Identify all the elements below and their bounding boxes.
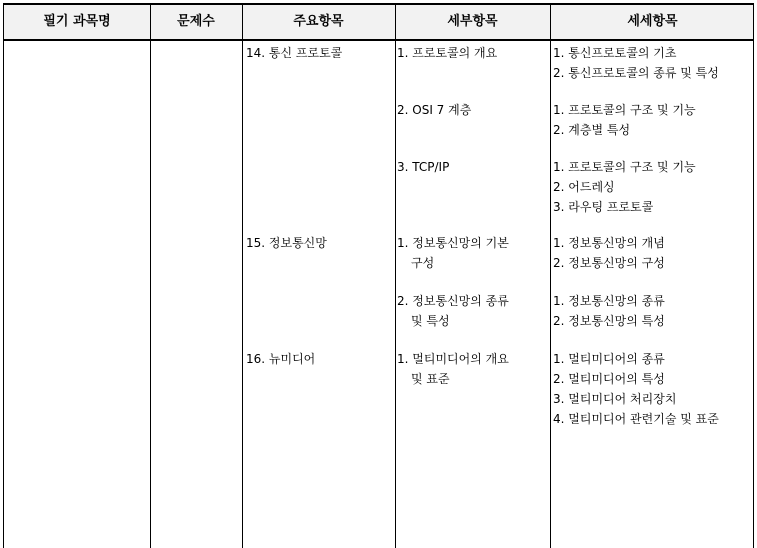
- column-divider: [150, 5, 151, 548]
- detail-list: 1. 멀티미디어의 종류 2. 멀티미디어의 특성 3. 멀티미디어 처리장치 4. 멀티미디어 관련기술 및 표준: [553, 352, 719, 426]
- detail-list: 1. 통신프로토콜의 기초 2. 통신프로토콜의 종류 및 특성: [553, 46, 719, 80]
- column-divider: [395, 5, 396, 548]
- sub-item: 3. TCP/IP: [397, 160, 450, 174]
- detail-list: 1. 정보통신망의 종류 2. 정보통신망의 특성: [553, 294, 665, 328]
- detail-list: 1. 프로토콜의 구조 및 기능 2. 어드레싱 3. 라우팅 프로토콜: [553, 160, 696, 214]
- sub-item: 1. 정보통신망의 기본 구성: [397, 236, 509, 270]
- column-divider: [550, 5, 551, 548]
- header-detail-item: 세세항목: [627, 14, 678, 29]
- table-header-row: [4, 5, 753, 41]
- detail-list: 1. 프로토콜의 구조 및 기능 2. 계층별 특성: [553, 103, 696, 137]
- sub-item: 2. 정보통신망의 종류 및 특성: [397, 294, 509, 328]
- sub-item: 1. 멀티미디어의 개요 및 표준: [397, 352, 509, 386]
- main-item-14: 14. 통신 프로토콜: [246, 46, 343, 60]
- header-main-item: 주요항목: [293, 14, 344, 29]
- detail-list: 1. 정보통신망의 개념 2. 정보통신망의 구성: [553, 236, 665, 270]
- sub-item: 2. OSI 7 계층: [397, 103, 472, 117]
- sub-item: 1. 프로토콜의 개요: [397, 46, 498, 60]
- syllabus-table: [3, 3, 754, 548]
- header-question-count: 문제수: [177, 14, 215, 29]
- header-sub-item: 세부항목: [447, 14, 498, 29]
- main-item-15: 15. 정보통신망: [246, 236, 327, 250]
- header-subject-name: 필기 과목명: [43, 14, 111, 29]
- main-item-16: 16. 뉴미디어: [246, 352, 316, 366]
- column-divider: [242, 5, 243, 548]
